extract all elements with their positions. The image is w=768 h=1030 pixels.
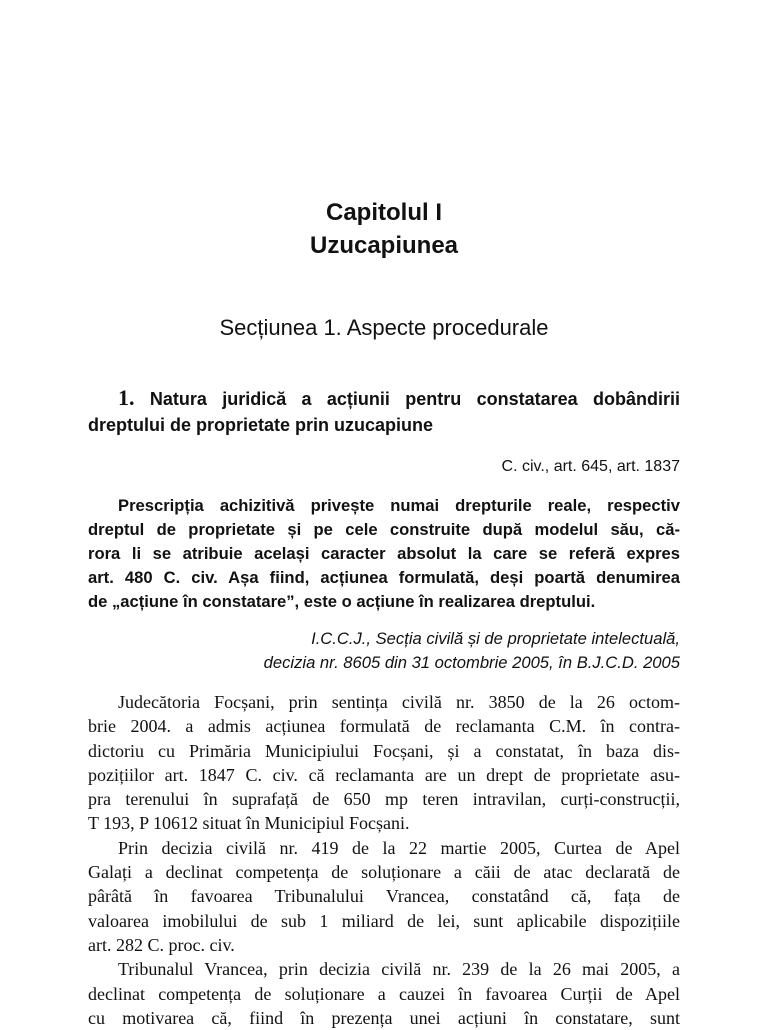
source-line: decizia nr. 8605 din 31 octombrie 2005, în B.J.C.D. 2005 [263,653,680,672]
body-line: art. 282 C. proc. civ. [88,934,235,955]
case-number: 1. [118,385,135,410]
body-line: cu motivarea că, fiind în prezența unei acțiuni în constatare, sunt [88,1007,680,1028]
summary-line: Prescripția achizitivă privește numai drepturile reale, respectiv [118,496,680,515]
body-line: valoarea imobilului de sub 1 miliard de lei, sunt aplicabile dispozițiile [88,910,680,931]
summary-line: art. 480 C. civ. Așa fiind, acțiunea formulată, deși poartă denumirea [88,568,680,587]
body-line: pârâtă în favoarea Tribunalului Vrancea, constatând că, fața de [88,886,680,907]
chapter-title: Uzucapiunea [309,232,459,259]
chapter-label: Capitolul I [326,199,442,226]
body-line: Tribunalul Vrancea, prin decizia civilă nr. 239 de la 26 mai 2005, a [118,959,680,980]
source-line: I.C.C.J., Secția civilă și de proprietate intelectuală, [311,629,680,648]
body-line: pra terenului în suprafață de 650 mp teren intravilan, curți-construcții, [88,789,680,810]
chapter-heading [0,196,768,262]
case-source [88,627,680,675]
body-line: Galați a declinat competența de soluționare a căii de atac declarată de [88,862,680,883]
case-heading-text: Natura juridică a acțiunii pentru constatarea dobândirii dreptului de proprietate prin uzucapiune [88,389,680,435]
body-line: T 193, P 10612 situat în Municipiul Focșani. [88,813,410,834]
legal-reference: C. civ., art. 645, art. 1837 [501,458,680,475]
body-line: brie 2004. a admis acțiunea formulată de reclamanta C.M. în contra- [88,716,680,737]
case-heading [88,385,680,438]
case-summary [88,494,680,614]
section-title: Secțiunea 1. Aspecte procedurale [219,315,549,340]
summary-line: rora li se atribuie același caracter absolut la care se referă expres [88,544,680,563]
body-line: pozițiilor art. 1847 C. civ. că reclamanta are un drept de proprietate asu- [88,764,680,785]
summary-line: de „acțiune în constatare”, este o acțiune în realizarea dreptului. [88,592,596,611]
body-line: Prin decizia civilă nr. 419 de la 22 martie 2005, Curtea de Apel [118,837,680,858]
summary-line: dreptul de proprietate și pe cele construite după modelul său, că- [88,520,680,539]
body-line: Judecătoria Focșani, prin sentința civilă nr. 3850 de la 26 octom- [118,692,680,712]
body-line: declinat competența de soluționare a cauzei în favoarea Curții de Apel [88,983,680,1004]
case-body-text [88,690,680,1030]
body-line: dictoriu cu Primăria Municipiului Focșani, și a constatat, în baza dis- [88,740,680,761]
